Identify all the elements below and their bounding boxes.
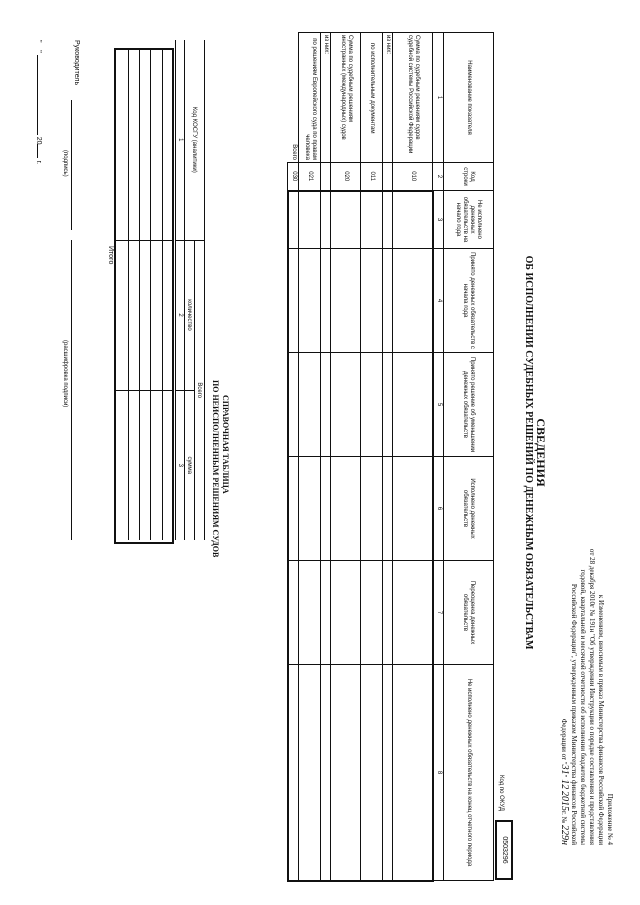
order-year: 2015 xyxy=(559,791,570,812)
header-reduced: Принято решение об уменьшении денежных обязательств xyxy=(444,353,494,457)
row-name: Сумма по судебным решениям иностранных (международных) судов xyxy=(331,33,361,163)
header-revaluation: Переоценка денежных обязательств xyxy=(444,561,494,665)
decode-caption: (расшифровка подписи) xyxy=(62,340,68,408)
header-row-code: Код строки xyxy=(444,163,494,191)
header-line-2: от 28 декабря 2010г № 191н "Об утверждении Инструкции о порядке составления и представления xyxy=(588,548,596,845)
data-cell[interactable] xyxy=(321,249,331,353)
date-year-blank[interactable] xyxy=(37,144,38,158)
order-number: 229н xyxy=(559,825,570,845)
ref-data-box[interactable] xyxy=(114,48,174,544)
ref-col-number-3: 3 xyxy=(176,390,185,540)
data-cell[interactable] xyxy=(393,191,433,249)
col-number-6: 6 xyxy=(433,457,444,561)
decode-line xyxy=(71,240,72,540)
data-cell[interactable] xyxy=(361,665,383,881)
ref-grid-vline xyxy=(116,390,174,391)
data-cell[interactable] xyxy=(361,249,383,353)
data-cell[interactable] xyxy=(299,353,321,457)
ref-header-kosgu: Код КОСГУ (аналитики) xyxy=(185,40,205,240)
data-cell[interactable] xyxy=(361,191,383,249)
order-day: 31 xyxy=(559,764,570,775)
head-label: Руководитель xyxy=(73,40,80,86)
data-cell[interactable] xyxy=(331,665,361,881)
okud-label: Код по ОКУД xyxy=(498,775,504,811)
data-cell[interactable] xyxy=(383,457,393,561)
col-number-2: 2 xyxy=(433,163,444,191)
col-number-8: 8 xyxy=(433,665,444,881)
col-number-3: 3 xyxy=(433,191,444,249)
data-cell[interactable] xyxy=(383,561,393,665)
data-cell[interactable] xyxy=(288,249,299,353)
ref-header-sum: сумма xyxy=(185,390,195,540)
table-row xyxy=(383,33,393,881)
header-line-5 xyxy=(559,60,569,845)
row-code xyxy=(321,163,331,191)
ref-grid-line xyxy=(150,48,151,540)
table-row xyxy=(321,33,331,881)
data-cell[interactable] xyxy=(393,353,433,457)
data-cell[interactable] xyxy=(393,249,433,353)
data-cell[interactable] xyxy=(299,191,321,249)
date-suffix: г. xyxy=(35,160,42,165)
col-number-7: 7 xyxy=(433,561,444,665)
table-row-total xyxy=(288,33,299,881)
data-cell[interactable] xyxy=(321,457,331,561)
date-quote-close: " xyxy=(560,774,568,778)
row-code: 030 xyxy=(288,163,299,191)
date-field xyxy=(35,40,42,164)
ref-col-number-1: 1 xyxy=(176,40,185,240)
header-unfulfilled-start: Не исполнено денежных обязательств на начало года xyxy=(444,191,494,249)
ref-table xyxy=(175,40,205,540)
appendix-number: Приложение № 4 xyxy=(606,793,614,845)
header-unfulfilled-end: Не исполнено денежных обязательств на конец отчетного периода xyxy=(444,665,494,881)
data-cell[interactable] xyxy=(321,353,331,457)
data-cell[interactable] xyxy=(331,561,361,665)
main-table xyxy=(287,32,494,882)
col-number-4: 4 xyxy=(433,249,444,353)
header-row xyxy=(444,33,494,881)
data-cell[interactable] xyxy=(393,561,433,665)
row-name: Всего xyxy=(290,144,297,160)
ref-table-subtitle: ПО НЕИСПОЛНЕННЫМ РЕШЕНИЯМ СУДОВ xyxy=(211,380,220,558)
data-cell[interactable] xyxy=(288,561,299,665)
table-row xyxy=(393,33,433,881)
data-cell[interactable] xyxy=(288,457,299,561)
header-line-4: Российской Федерации", утвержденным приказом Министерства финансов Российской xyxy=(570,583,578,845)
data-cell[interactable] xyxy=(383,665,393,881)
header-indicator-name: Наименование показателя xyxy=(444,33,494,163)
row-name: из них: xyxy=(383,33,393,163)
data-cell[interactable] xyxy=(288,665,299,881)
ref-col-number-2: 2 xyxy=(176,240,185,390)
data-cell[interactable] xyxy=(331,353,361,457)
signature-caption: (подпись) xyxy=(62,150,68,177)
table-row xyxy=(361,33,383,881)
ref-header-quantity: количество xyxy=(185,240,195,390)
row-name: по исполнительным документам xyxy=(361,33,383,163)
data-cell[interactable] xyxy=(383,353,393,457)
row-code: 021 xyxy=(299,163,321,191)
data-cell[interactable] xyxy=(331,191,361,249)
data-cell[interactable] xyxy=(299,665,321,881)
form-subtitle: ОБ ИСПОЛНЕНИИ СУДЕБНЫХ РЕШЕНИЙ ПО ДЕНЕЖНЫМ ОБЯЗАТЕЛЬСТВАМ xyxy=(523,255,534,650)
table-row xyxy=(331,33,361,881)
order-month: 12 xyxy=(559,779,570,790)
header-line-3: годовой, квартальной и месячной отчетности об исполнении бюджетов бюджетной системы xyxy=(579,569,587,845)
row-code: 020 xyxy=(331,163,361,191)
data-cell[interactable] xyxy=(299,457,321,561)
data-cell[interactable] xyxy=(383,249,393,353)
data-cell[interactable] xyxy=(299,561,321,665)
ref-total-label: Итого xyxy=(107,246,114,265)
row-name: Сумма по судебным решениям судов судебной системы Российской Федерации xyxy=(393,33,433,163)
order-year-suffix: г. № xyxy=(560,811,568,824)
date-quote-close: " xyxy=(35,50,42,53)
row-code: 010 xyxy=(393,163,433,191)
data-cell[interactable] xyxy=(331,457,361,561)
data-cell[interactable] xyxy=(393,457,433,561)
data-cell[interactable] xyxy=(299,249,321,353)
date-quote-open: " xyxy=(35,40,42,43)
data-cell[interactable] xyxy=(383,191,393,249)
col-number-5: 5 xyxy=(433,353,444,457)
row-code xyxy=(383,163,393,191)
ref-grid-vline xyxy=(116,240,174,241)
data-cell[interactable] xyxy=(321,561,331,665)
date-month-blank[interactable] xyxy=(37,55,38,135)
form-title: СВЕДЕНИЯ xyxy=(534,418,548,487)
data-cell[interactable] xyxy=(393,665,433,881)
okud-code-box: 0503296 xyxy=(495,820,513,880)
data-cell[interactable] xyxy=(361,353,383,457)
row-name: по решениям Европейского суда по правам человека xyxy=(299,33,321,163)
ref-grid-line xyxy=(128,48,129,540)
data-cell[interactable] xyxy=(288,353,299,457)
header-line-1: к Изменениям, вносимым в приказ Министерства финансов Российской Федерации xyxy=(597,594,605,845)
header-accepted: Принято денежных обязательств с начала года xyxy=(444,249,494,353)
data-cell[interactable] xyxy=(361,457,383,561)
table-row xyxy=(299,33,321,881)
row-name: из них: xyxy=(321,33,331,163)
ref-header-total: Всего xyxy=(195,240,205,540)
row-code: 011 xyxy=(361,163,383,191)
data-cell[interactable] xyxy=(361,561,383,665)
data-cell[interactable] xyxy=(321,191,331,249)
data-cell[interactable] xyxy=(321,665,331,881)
header-fulfilled: Исполнено денежных обязательств xyxy=(444,457,494,561)
column-numbers-row xyxy=(433,33,444,881)
ref-grid-line xyxy=(139,48,140,540)
date-quote-open: Федерации от " xyxy=(560,718,568,765)
col-number-1: 1 xyxy=(433,33,444,163)
signature-line xyxy=(71,100,72,230)
data-cell[interactable] xyxy=(331,249,361,353)
ref-grid-line xyxy=(162,48,163,540)
ref-table-title: СПРАВОЧНАЯ ТАБЛИЦА xyxy=(221,395,230,494)
data-cell[interactable] xyxy=(288,191,299,249)
date-year: 20 xyxy=(35,136,42,145)
